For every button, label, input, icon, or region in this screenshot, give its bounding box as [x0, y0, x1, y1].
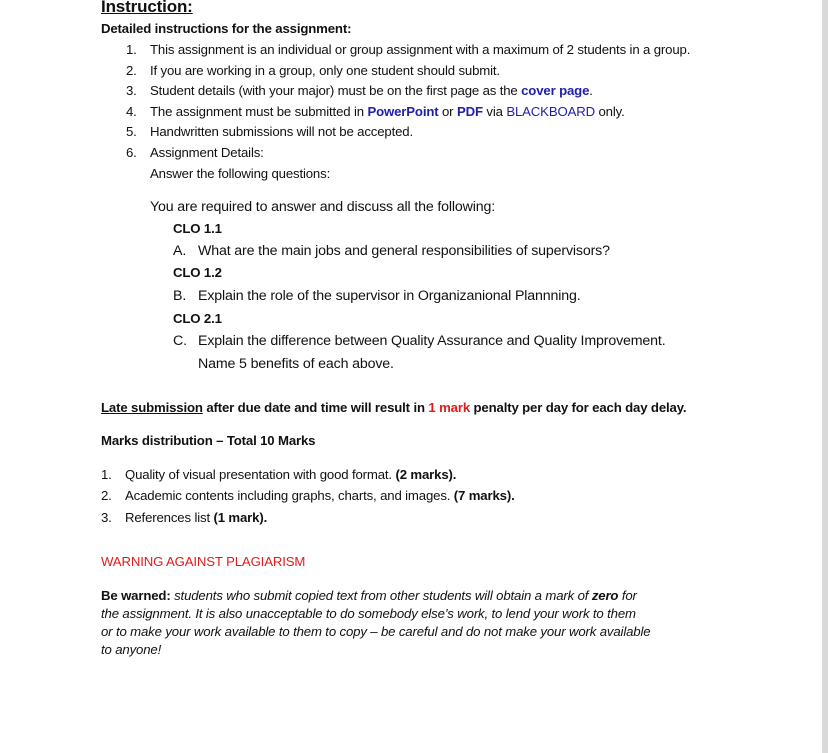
question: A. What are the main jobs and general responsibilities of supervisors?: [173, 243, 610, 259]
question-extra: Name 5 benefits of each above.: [198, 356, 394, 372]
list-item: 2. If you are working in a group, only one student should submit.: [126, 63, 500, 78]
cover-page-highlight: cover page: [521, 83, 590, 98]
list-item: 6. Assignment Details:: [126, 145, 264, 160]
list-item: 5. Handwritten submissions will not be accepted.: [126, 124, 413, 139]
list-item: 2. Academic contents including graphs, charts, and images. (7 marks).: [101, 488, 515, 503]
question: C. Explain the difference between Quality Assurance and Quality Improvement.: [173, 333, 666, 349]
required-text: You are required to answer and discuss all the following:: [150, 199, 496, 215]
clo-label: CLO 2.1: [173, 311, 222, 326]
warning-line: Be warned: students who submit copied text from other students will obtain a mark of zero for: [101, 588, 637, 603]
subtitle: Detailed instructions for the assignment:: [101, 21, 352, 36]
page-title: Instruction:: [101, 0, 193, 16]
list-item: 3. Student details (with your major) must be on the first page as the cover page.: [126, 83, 593, 98]
clo-label: CLO 1.1: [173, 221, 222, 236]
warning-heading: WARNING AGAINST PLAGIARISM: [101, 554, 306, 569]
page-edge: [822, 0, 828, 753]
warning-line: or to make your work available to them to copy – be careful and do not make your work available: [101, 624, 651, 639]
marks-heading: Marks distribution – Total 10 Marks: [101, 433, 316, 448]
list-item: 1. This assignment is an individual or group assignment with a maximum of 2 students in a group.: [126, 42, 691, 57]
question: B. Explain the role of the supervisor in Organizanional Plannning.: [173, 288, 581, 304]
warning-line: the assignment. It is also unacceptable to do somebody else’s work, to lend your work to them: [101, 606, 636, 621]
list-item: 3. References list (1 mark).: [101, 510, 268, 525]
answer-intro: Answer the following questions:: [150, 166, 331, 181]
warning-line: to anyone!: [101, 642, 162, 657]
clo-label: CLO 1.2: [173, 265, 222, 280]
list-item: 4. The assignment must be submitted in PowerPoint or PDF via BLACKBOARD only.: [126, 104, 625, 119]
late-submission-note: Late submission after due date and time will result in 1 mark penalty per day for each day delay.: [101, 400, 687, 415]
list-item: 1. Quality of visual presentation with good format. (2 marks).: [101, 467, 457, 482]
